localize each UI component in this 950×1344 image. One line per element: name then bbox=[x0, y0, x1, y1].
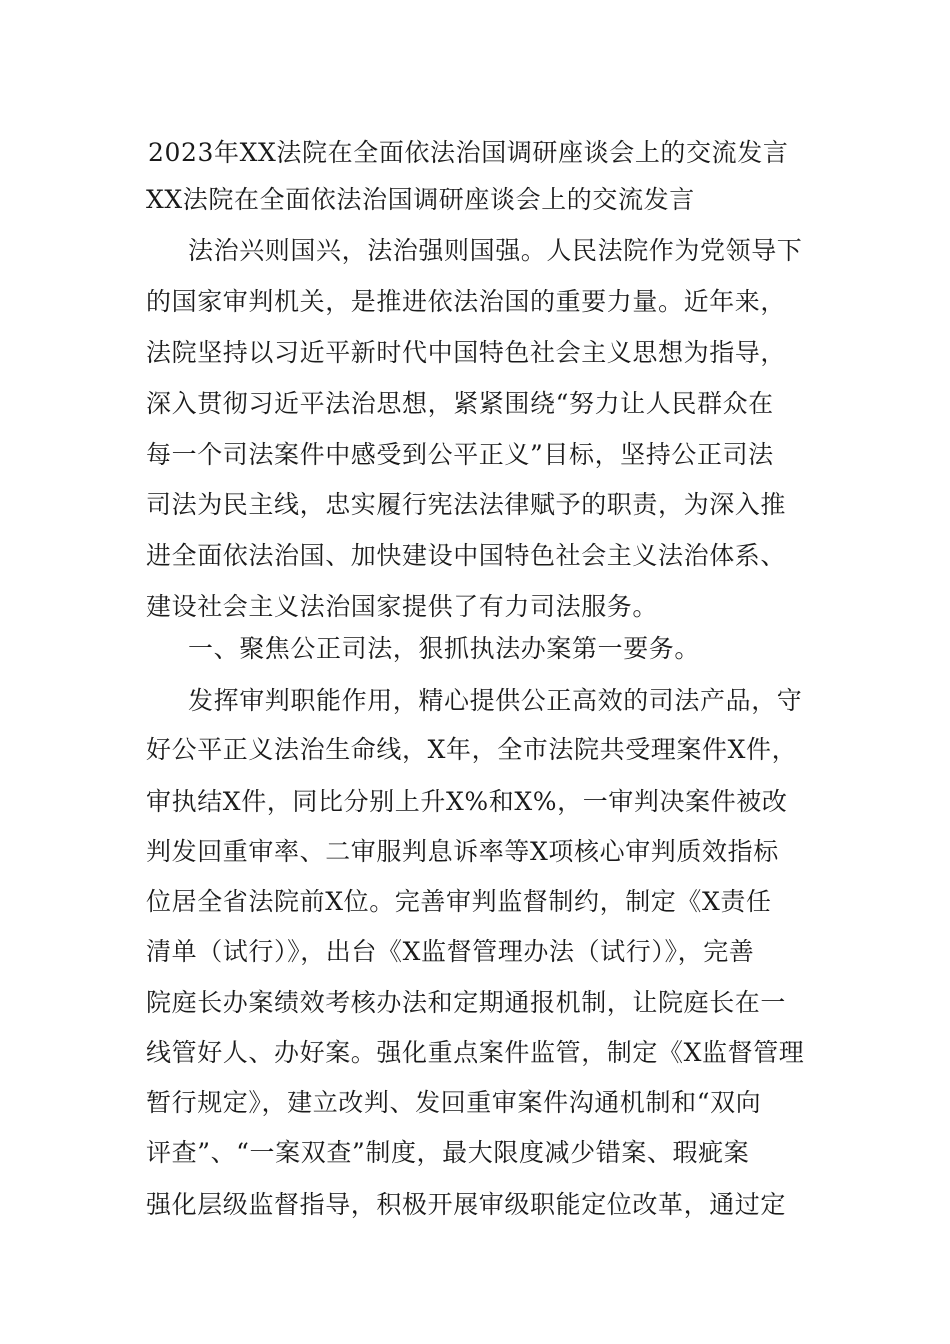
paragraph-line: 清单（试行）》，出台《X监督管理办法（试行）》，完善 bbox=[146, 937, 755, 966]
document-title: 2023年XX法院在全面依法治国调研座谈会上的交流发言 bbox=[148, 138, 789, 167]
paragraph-line: 的国家审判机关，是推进依法治国的重要力量。近年来， bbox=[146, 287, 787, 316]
paragraph-line: 发挥审判职能作用，精心提供公正高效的司法产品，守 bbox=[188, 686, 803, 715]
paragraph-line: 暂行规定》，建立改判、发回重审案件沟通机制和“双向 bbox=[146, 1088, 762, 1117]
paragraph-line: 审执结X件，同比分别上升X%和X%，一审判决案件被改 bbox=[146, 787, 788, 816]
paragraph-line: 每一个司法案件中感受到公平正义”目标，坚持公正司法 bbox=[146, 440, 774, 469]
paragraph-line: 线管好人、办好案。强化重点案件监管，制定《X监督管理 bbox=[146, 1038, 805, 1067]
paragraph-line: 好公平正义法治生命线，X年，全市法院共受理案件X件， bbox=[146, 735, 798, 764]
paragraph-line: 法院坚持以习近平新时代中国特色社会主义思想为指导， bbox=[146, 338, 787, 367]
paragraph-line: 深入贯彻习近平法治思想，紧紧围绕“努力让人民群众在 bbox=[146, 389, 774, 418]
paragraph-line: 院庭长办案绩效考核办法和定期通报机制，让院庭长在一 bbox=[146, 988, 787, 1017]
paragraph-line: 法治兴则国兴，法治强则国强。人民法院作为党领导下 bbox=[188, 236, 803, 265]
paragraph-line: 位居全省法院前X位。完善审判监督制约，制定《X责任 bbox=[146, 887, 772, 916]
paragraph-line: 司法为民主线，忠实履行宪法法律赋予的职责，为深入推 bbox=[146, 490, 787, 519]
paragraph-line: 强化层级监督指导，积极开展审级职能定位改革，通过定 bbox=[146, 1190, 787, 1219]
section-heading: 一、聚焦公正司法，狠抓执法办案第一要务。 bbox=[188, 634, 701, 663]
paragraph-line: 评查”、“一案双查”制度，最大限度减少错案、瑕疵案 bbox=[146, 1138, 750, 1167]
paragraph-line: 进全面依法治国、加快建设中国特色社会主义法治体系、 bbox=[146, 541, 787, 570]
paragraph-line: 判发回重审率、二审服判息诉率等X项核心审判质效指标 bbox=[146, 837, 779, 866]
document-subtitle: XX法院在全面依法治国调研座谈会上的交流发言 bbox=[146, 185, 695, 214]
paragraph-line: 建设社会主义法治国家提供了有力司法服务。 bbox=[146, 592, 659, 621]
